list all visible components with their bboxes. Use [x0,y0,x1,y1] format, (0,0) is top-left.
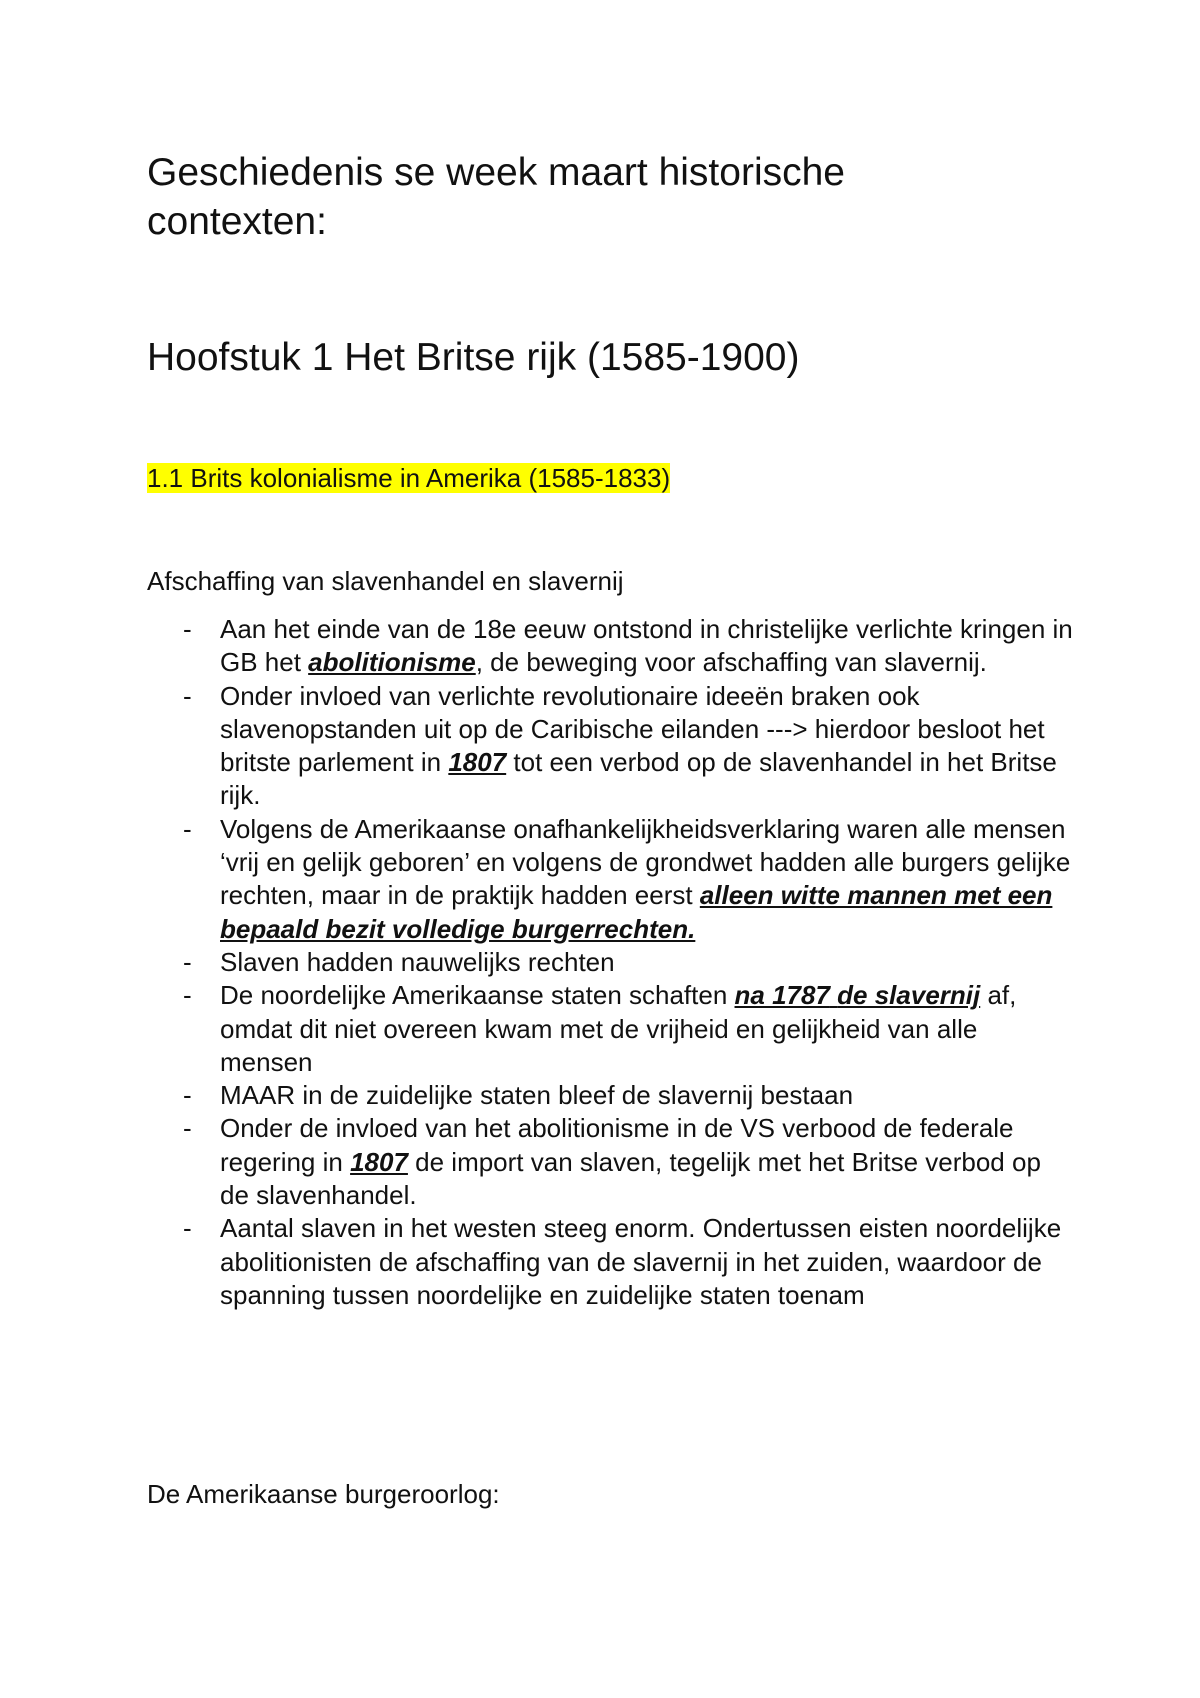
bullet-text: af, omdat dit niet overeen kwam met de vrijheid en gelijkheid van alle mensen [220,980,1017,1077]
bullet-dash: - [183,614,192,644]
keyword: de slavernij [837,980,981,1011]
bullet-text: De noordelijke Amerikaanse staten schaften [220,980,735,1011]
bullet-dash: - [183,680,192,711]
bullet-text: Volgens de Amerikaanse onafhankelijkheidsverklaring waren alle mensen ‘vrij en gelijk geboren’ en volgens de grondwet hadden alle burgers gelijke rechten, maar in de praktijk hadden eerst [220,813,1071,911]
list-item [147,813,1077,946]
bullet-text: , de beweging voor afschaffing van slavernij. [475,647,987,678]
list-item [147,1112,1077,1212]
list-item [147,1079,1077,1112]
keyword: 1807 [350,1146,408,1177]
bullet-dash: - [183,813,192,844]
document-title: Geschiedenis se week maart historische contexten: [147,151,845,243]
bullet-text: Onder invloed van verlichte revolutionaire ideeën braken ook slavenopstanden uit op de Caribische eilanden ---> hierdoor besloot het britste parlement in [220,680,1045,778]
highlighted-section-heading: 1.1 Brits kolonialisme in Amerika (1585-1833) [147,463,671,493]
subheading-abolition: Afschaffing van slavenhandel en slavernij [147,566,624,596]
keyword: alleen witte mannen met een bepaald bezit volledige burgerrechten. [220,880,1053,944]
bullet-text: Onder de invloed van het abolitionisme in de VS verbood de federale regering in [220,1113,1014,1177]
list-item [147,680,1077,813]
bullet-text: Aantal slaven in het westen steeg enorm. Ondertussen eisten noordelijke abolitionisten de afschaffing van de slavernij in het zuiden, waardoor de spanning tussen noordelijke en zuidelijke staten toenam [220,1213,1062,1310]
bullet-text: Slaven hadden nauwelijks rechten [220,946,615,977]
list-item [147,613,1077,680]
bullet-text: de import van slaven, tegelijk met het Britse verbod op de slavenhandel. [220,1146,1041,1211]
bullet-dash: - [183,980,192,1011]
bullet-dash: - [183,946,192,977]
bullet-dash: - [183,1213,192,1244]
chapter-title: Hoofstuk 1 Het Britse rijk (1585-1900) [147,336,800,379]
section-heading [147,462,670,494]
bullet-list [147,613,1077,1312]
list-item [147,1212,1077,1312]
bullet-text: MAAR in de zuidelijke staten bleef de slavernij bestaan [220,1080,854,1111]
bullet-dash: - [183,1113,192,1144]
bullet-dash: - [183,1080,192,1111]
bullet-text: Aan het einde van de 18e eeuw ontstond in christelijke verlichte kringen in GB het [220,614,1073,678]
list-item [147,979,1077,1079]
list-item [147,946,1077,979]
subheading-civil-war: De Amerikaanse burgeroorlog: [147,1479,500,1509]
keyword: abolitionisme [308,647,476,678]
keyword: 1807 [448,747,507,778]
keyword: na 1787 [734,980,830,1011]
bullet-text: tot een verbod op de slavenhandel in het Britse rijk. [220,747,1057,811]
